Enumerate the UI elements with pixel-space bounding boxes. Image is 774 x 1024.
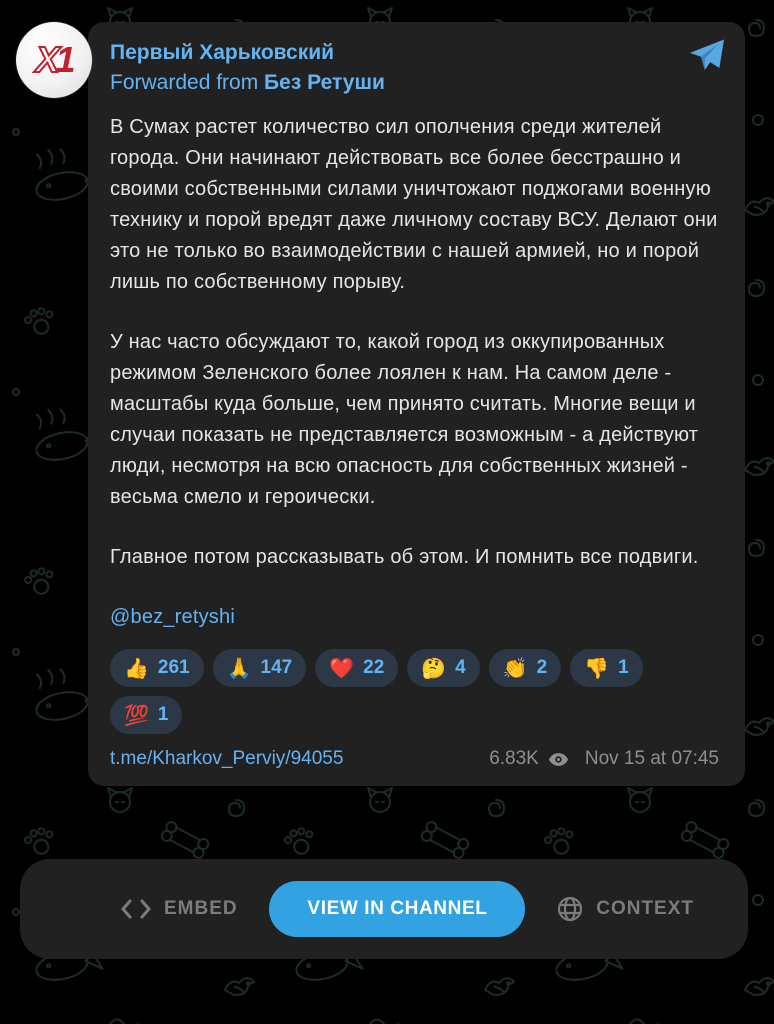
reaction-count: 22 — [363, 657, 385, 678]
embed-button[interactable] — [115, 897, 244, 921]
telegram-plane-icon[interactable] — [687, 38, 727, 72]
mention-link[interactable]: @bez_retyshi — [110, 606, 235, 628]
context-button[interactable] — [551, 895, 700, 923]
forwarded-label: Forwarded from — [110, 71, 265, 94]
forwarded-channel-name: Без Ретуши — [264, 71, 385, 94]
post-date: Nov 15 at 07:45 — [584, 748, 719, 769]
message-paragraph: У нас часто обсуждают то, какой город из оккупированных режимом Зеленского более лоялен к нам. На самом деле - масштабы куда больше, чем принято считать. Многие вещи и случаи показать не представляется возможным - а действуют люди, несмотря на всю опасность для собственных жизней - весьма смело и героически. — [110, 331, 699, 508]
reaction-count: 1 — [618, 657, 629, 678]
code-brackets-icon — [121, 899, 151, 919]
reaction-pray[interactable] — [213, 649, 307, 687]
globe-icon — [557, 896, 583, 922]
reactions-row — [110, 649, 719, 734]
embed-label: EMBED — [164, 898, 238, 919]
message-paragraph: Главное потом рассказывать об этом. И помнить все подвиги. — [110, 546, 699, 568]
reaction-count: 2 — [536, 657, 548, 678]
telegram-post-card — [88, 22, 745, 786]
reaction-count: 147 — [260, 657, 293, 678]
views-eye-icon — [548, 752, 569, 767]
reaction-count: 1 — [157, 704, 169, 725]
forwarded-from-link[interactable] — [110, 68, 719, 98]
reaction-count: 261 — [157, 657, 190, 678]
thumbs-down-emoji: 👎 — [584, 656, 610, 680]
views-count: 6.83K — [489, 748, 539, 769]
post-footer — [110, 748, 719, 770]
message-body — [110, 112, 719, 633]
heart-emoji: ❤️ — [329, 656, 355, 680]
reaction-heart[interactable] — [315, 649, 398, 687]
reaction-count: 4 — [455, 657, 466, 678]
message-paragraph: В Сумах растет количество сил ополчения среди жителей города. Они начинают действовать все более бесстрашно и своими собственными силами уничтожают поджогами военную технику и порой вредят даже личному составу ВСУ. Делают они это не только во взаимодействии с нашей армией, но и порой лишь по собственному порыву. — [110, 116, 718, 293]
view-in-channel-button[interactable]: VIEW IN CHANNEL — [269, 881, 525, 937]
context-label: CONTEXT — [596, 898, 694, 919]
hundred-emoji: 💯 — [124, 703, 149, 727]
action-bar — [20, 859, 748, 959]
channel-name-link[interactable]: Первый Харьковский — [110, 41, 335, 64]
reaction-thumbs-down[interactable] — [570, 649, 642, 687]
reaction-thumbs-up[interactable] — [110, 649, 204, 687]
reaction-thinking[interactable] — [407, 649, 479, 687]
post-link[interactable]: t.me/Kharkov_Perviy/94055 — [110, 748, 344, 769]
reaction-hundred[interactable] — [110, 696, 182, 734]
clap-emoji: 👏 — [502, 656, 528, 680]
reaction-clap[interactable] — [489, 649, 561, 687]
channel-avatar[interactable] — [16, 22, 92, 98]
thinking-emoji: 🤔 — [421, 656, 447, 680]
avatar-monogram-x: X — [35, 39, 57, 80]
avatar-monogram-one: 1 — [55, 39, 73, 80]
thumbs-up-emoji: 👍 — [124, 656, 149, 680]
pray-emoji: 🙏 — [226, 656, 252, 680]
